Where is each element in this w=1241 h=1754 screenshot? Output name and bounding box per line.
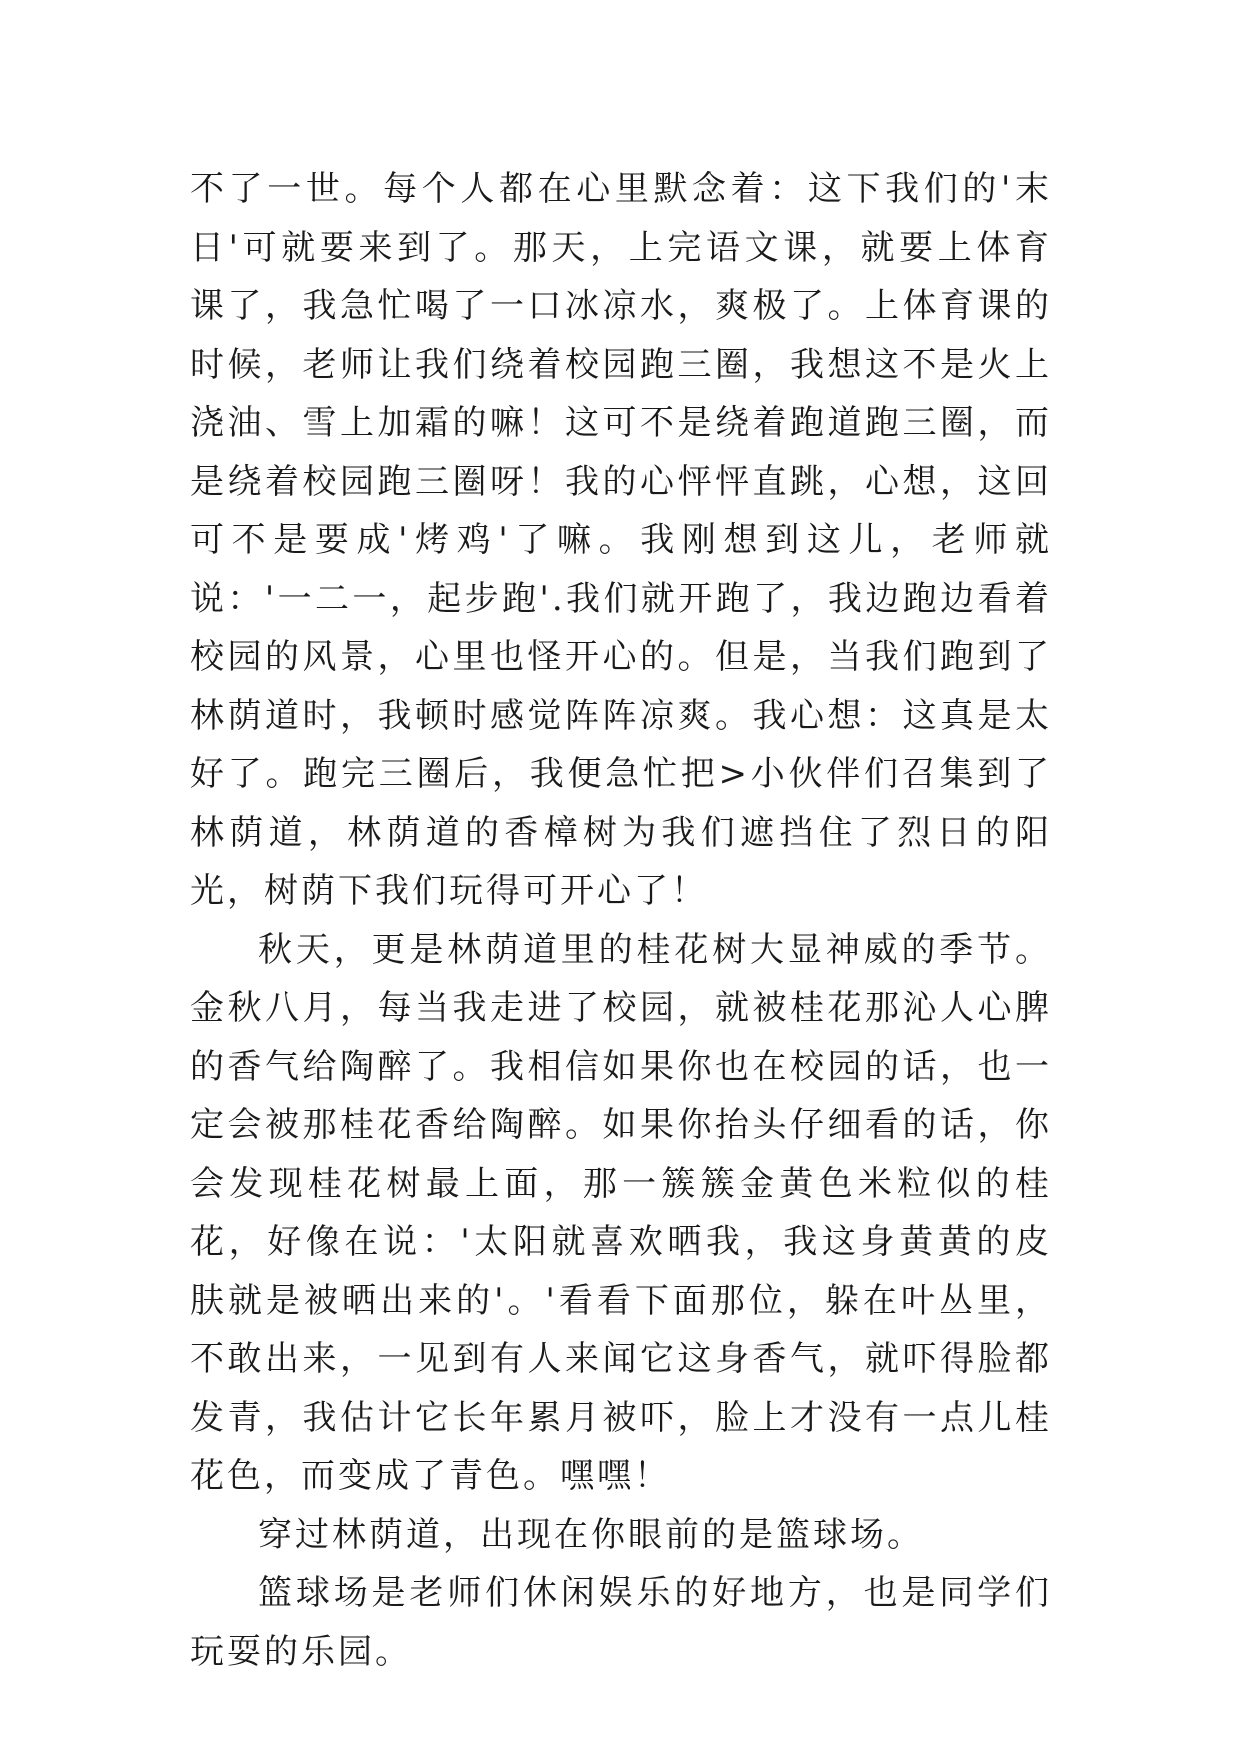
document-body	[190, 160, 1052, 1681]
paragraph-basketball-court: 篮球场是老师们休闲娱乐的好地方，也是同学们玩耍的乐园。	[190, 1573, 1052, 1672]
paragraph-basketball-court-intro: 穿过林荫道，出现在你眼前的是篮球场。	[258, 1514, 924, 1555]
paragraph-autumn: 秋天，更是林荫道里的桂花树大显神威的季节。金秋八月，每当我走进了校园，就被桂花那沁人心脾的香气给陶醉了。我相信如果你也在校园的话，也一定会被那桂花香给陶醉。如果你抬头仔细看的话，你会发现桂花树最上面，那一簇簇金黄色米粒似的桂花，好像在说：'太阳就喜欢晒我，我这身黄黄的皮肤就是被晒出来的'。'看看下面那位，躲在叶丛里，不敢出来，一见到有人来闻它这身香气，就吓得脸都发青，我估计它长年累月被吓，脸上才没有一点儿桂花色，而变成了青色。嘿嘿！	[190, 929, 1052, 1496]
paragraph-continued: 不了一世。每个人都在心里默念着：这下我们的'末日'可就要来到了。那天，上完语文课，就要上体育课了，我急忙喝了一口冰凉水，爽极了。上体育课的时候，老师让我们绕着校园跑三圈，我想这不是火上浇油、雪上加霜的嘛！这可不是绕着跑道跑三圈，而是绕着校园跑三圈呀！我的心怦怦直跳，心想，这回可不是要成'烤鸡'了嘛。我刚想到这儿，老师就说：'一二一，起步跑'.我们就开跑了，我边跑边看着校园的风景，心里也怪开心的。但是，当我们跑到了林荫道时，我顿时感觉阵阵凉爽。我心想：这真是太好了。跑完三圈后，我便急忙把>小伙伴们召集到了林荫道，林荫道的香樟树为我们遮挡住了烈日的阳光，树荫下我们玩得可开心了！	[190, 169, 1052, 911]
